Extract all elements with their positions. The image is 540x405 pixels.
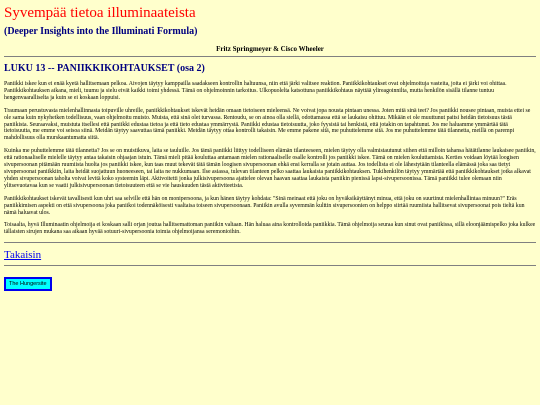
back-link[interactable]: Takaisin (4, 249, 42, 262)
paragraph: Paniikki iskee kun ei enää kyetä hallitsemaan pelkoa. Aivojen täytyy kamppailla saadakseen kontrollin haltuunsa, niin että järki valitsee reaktion. Paniikkikohtaukset ovat ohjelmoituja vasteita, joita ei järki voi ohittaa. Paniikkikohtauksen aikana, mieli, tuumu ja sielu eivät kaikki toimi yhdessä. Tämä on ohjelmoinnin tarkoitus. Ulkopuolelta katsottuna paniikkikohtaus näyttää ylireagoinnilta, mutta henkilön sisällä tilanne tuntuu hengenvaaralliselta ja kuin se ei koskaan loppuisi. (4, 81, 507, 101)
paragraph: Kuinka me puhuttelemme tätä tilannetta? Jos se on muistikuva, laita se tauluille. Jos tämä paniikki liittyy todelliseen elämän tilanteeseen, mielen täytyy olla valmistautunut siihen että milloin tahansa hätätilanne laukaisee paniikin, että rationaaliselle mielelle täytyy antaa takaisin ohjaajan istuin. Tämä mieli pitää kouluttaa antamaan mielen rationaaliselle osalle kontrolli jos paniikki iskee. Tämä on mielen kouluttamista. Kerties voidaan löytää loogisen sivupersoonan pitämään ruumiista huolta jos paniikki iskee, kun taas muut tekevät tätä tämän loogisen sivupersoonan ehkä ensi kerralla se jotain auttaa. Jos todellista ei ole lähestytään tilanteella elämässä joka saa tietyt sivupersoonat paniikkiin, laita heidät suojattuun huoneeseen, tai laita ne nukkumaan. Ilse asiassa, tulevan tilanteen pelko saattaa laukaista paniikkikohtauksen. Tukihenkilön täytyy ymmärtää että paniikkikohtaukset jotka alkavat yhden sivupersoonan taholta voivat levitä koko systeemin läpi. Aktivoitetti jonka julkisivupersoona ajattelee olevan haavan saattaa laukaista paniikin pienissä lapsi-sivupersoonissa. Tämä paniikki tulee olemaan niin ylitsevuotavaa kun se vaatii julkisivupersoonan tietoisuuteen että se vie hauskuuden tästä aktiviteetista. (4, 148, 536, 189)
chapter-heading: LUKU 13 -- PANIIKKIKOHTAUKSET (osa 2) (4, 63, 205, 74)
badge-container (4, 272, 536, 291)
divider-footer (4, 265, 536, 266)
divider-bottom (4, 242, 536, 243)
authors: Fritz Springmeyer & Cisco Wheeler (216, 45, 324, 53)
page-title: Syvempää tietoa illuminaateista (4, 5, 196, 21)
page-subtitle: (Deeper Insights into the Illuminati Formula) (4, 26, 198, 37)
divider-top (4, 56, 536, 57)
hungersite-link[interactable]: The Hungersite (4, 277, 52, 291)
paragraph: Paniikkikohtaukset iskevät tavallisesti kun uhri saa selville että hän on monipersoona, ja kun hänen täytyy kohdata: "Sinä meinaat että joku on hyväksikäyttänyt minua, että joku on suurtinut mielenhallintaa minuun?" Eräs paniikkimisen aspekti on että sivupersoona joka paniikoi todennäköisesti vaaltaisa toiseen sivupersoonaan. Paniikin avulla syvemmän kulttin sivupersoonien on helppo siirtää ruumiista hallitsevat sivupersoonat pois tieltä kun nämä haluavat ulos. (4, 195, 525, 216)
paragraph: Traumaan perustuvasta mielenhallinnasta toipuville uhreille, paniikkikohtaukset iskevät heidän omaan tietoiseen mieleensä. Ne voivat jopa nousta pintaan unessa. Joten mitä sinä teet? Jos paniikki nousee pintaan, muista ettei se ole sama kuin nykyhetken todellisuus, vaan ohjelmoitu muisto. Muista, että sinä olet turvassa. Rentoudu, se on ainoa olla siellä, odottamassa että se laukaisu ohittuu. Mikään ei ole muuttunut paitsi heidän tietoisuus tästä paniikista. Seuraavaksi, muistuta itsellesi että paniikki edustaa tietoa ja että tieto edustaa ymmärrystä. Paniikki edustaa tietoisuutta, joko fyysistä tai henkistä, että jotakin on tapahtunut. Jos me haluamme ymmärtää tätä tietoisuutta, me emme voi seisoa siinä. Meidän täytyy saavuttaa tämä paniikki. Meidän täytyy ottaa kontrolli takaisin. Me emme pakene sitä, me puhuttelemme sitä. Jos me puhuttelemme tätä tilannetta, meillä on parempi mahdollisuus olla murskaantumatta siitä. (4, 107, 531, 142)
paragraph: Toisaalta, hyvä Illuminaatin ohjelmoija ei koskaan salli orjan joutua hallitsemattoman paniikin valtaan. Hän haluaa aina kontrolloida paniikkia. Tämä ohjelmoija seuraa kun sinut ovat paniikissa, sillä eloonjäämispelko joka kulkee tällaisten sirujen mukana saa aikaan hyvää sotuuri-sivupersoonia toimia ohjelmoijansa seremonioihin. (4, 222, 536, 236)
